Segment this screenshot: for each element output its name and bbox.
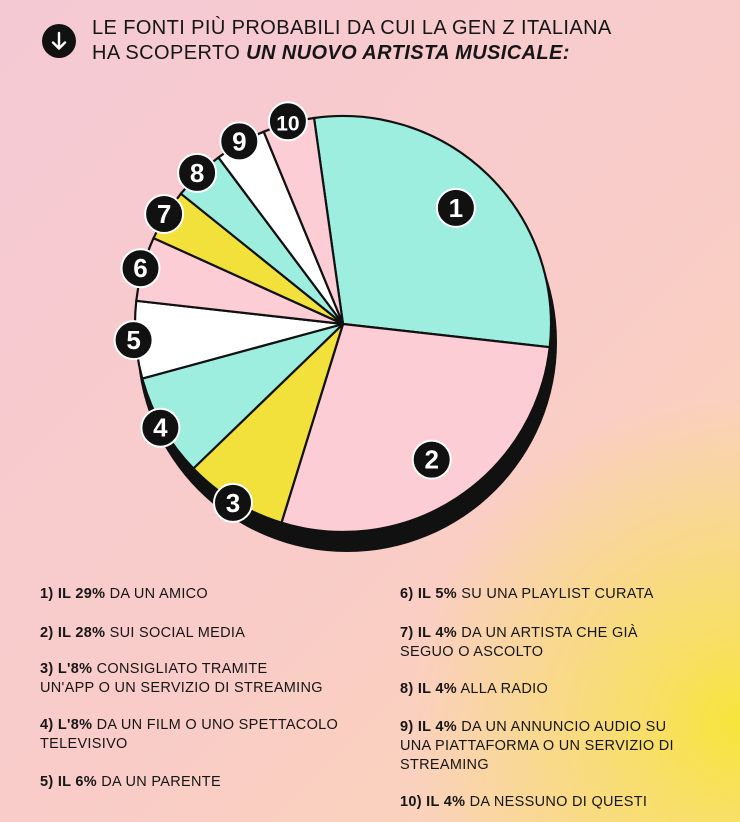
slice-label-9 (220, 122, 258, 160)
legend-percent: 2) IL 28% (40, 625, 106, 641)
legend-item-5 (40, 773, 221, 792)
legend-item-2 (40, 624, 245, 643)
slice-label-text: 3 (225, 487, 241, 518)
legend-percent: 10) IL 4% (400, 794, 466, 810)
slice-label-2 (413, 441, 451, 479)
legend-text: DA UN AMICO (105, 586, 208, 602)
slice-label-text: 10 (276, 112, 300, 136)
legend-item-9 (400, 718, 674, 775)
slice-label-10 (269, 102, 307, 140)
legend-item-3 (40, 660, 323, 698)
slice-label-3 (214, 484, 252, 522)
legend-text: DA UN PARENTE (96, 774, 221, 790)
legend-text-continued: SEGUO O ASCOLTO (400, 644, 544, 660)
legend-percent: 8) IL 4% (400, 681, 457, 697)
slice-label-text: 2 (424, 444, 439, 475)
legend-text: DA UN ANNUNCIO AUDIO SU (456, 719, 667, 735)
legend-percent: 6) IL 5% (400, 586, 457, 602)
legend-text: DA NESSUNO DI QUESTI (465, 794, 648, 810)
legend-text-continued: STREAMING (400, 757, 489, 773)
title-emphasis: UN NUOVO ARTISTA MUSICALE: (246, 42, 570, 64)
legend-percent: 3) L'8% (40, 661, 93, 677)
slice-label-text: 6 (133, 253, 148, 284)
slice-label-text: 8 (189, 157, 205, 188)
legend-item-1 (40, 585, 208, 604)
slice-label-text: 1 (448, 192, 464, 223)
slice-label-text: 9 (232, 126, 247, 157)
slice-label-text: 4 (153, 412, 168, 443)
slice-label-1 (437, 189, 475, 227)
legend-percent: 9) IL 4% (400, 719, 457, 735)
legend-text: SUI SOCIAL MEDIA (105, 625, 246, 641)
legend-item-6 (400, 585, 654, 604)
slice-label-8 (178, 154, 216, 192)
legend-item-8 (400, 680, 548, 699)
slice-label-6 (122, 249, 160, 287)
legend-percent: 5) IL 6% (40, 774, 97, 790)
legend-item-7 (400, 624, 638, 662)
legend-text: DA UN ARTISTA CHE GIÀ (456, 625, 638, 641)
legend-text: DA UN FILM O UNO SPETTACOLO (92, 717, 339, 733)
legend-percent: 1) IL 29% (40, 586, 106, 602)
legend-text: ALLA RADIO (456, 681, 549, 697)
slice-label-5 (115, 321, 153, 359)
legend-percent: 4) L'8% (40, 717, 93, 733)
legend-text: SU UNA PLAYLIST CURATA (456, 586, 654, 602)
slice-label-text: 7 (156, 199, 172, 229)
legend-percent: 7) IL 4% (400, 625, 457, 641)
title-plain: HA SCOPERTO (92, 42, 247, 64)
legend-item-4 (40, 716, 338, 754)
title-line-1: LE FONTI PIÙ PROBABILI DA CUI LA GEN Z ITALIANA (92, 17, 612, 39)
legend-text-continued: UN'APP O UN SERVIZIO DI STREAMING (40, 680, 323, 696)
legend-text-continued: TELEVISIVO (40, 736, 128, 752)
legend-text-continued: UNA PIATTAFORMA O UN SERVIZIO DI (400, 738, 674, 754)
slice-label-text: 5 (126, 325, 141, 356)
pie-slice-1 (314, 116, 551, 347)
slice-label-7 (145, 195, 183, 233)
legend-text: CONSIGLIATO TRAMITE (92, 661, 268, 677)
legend-item-10 (400, 793, 647, 812)
slice-label-4 (141, 409, 179, 447)
